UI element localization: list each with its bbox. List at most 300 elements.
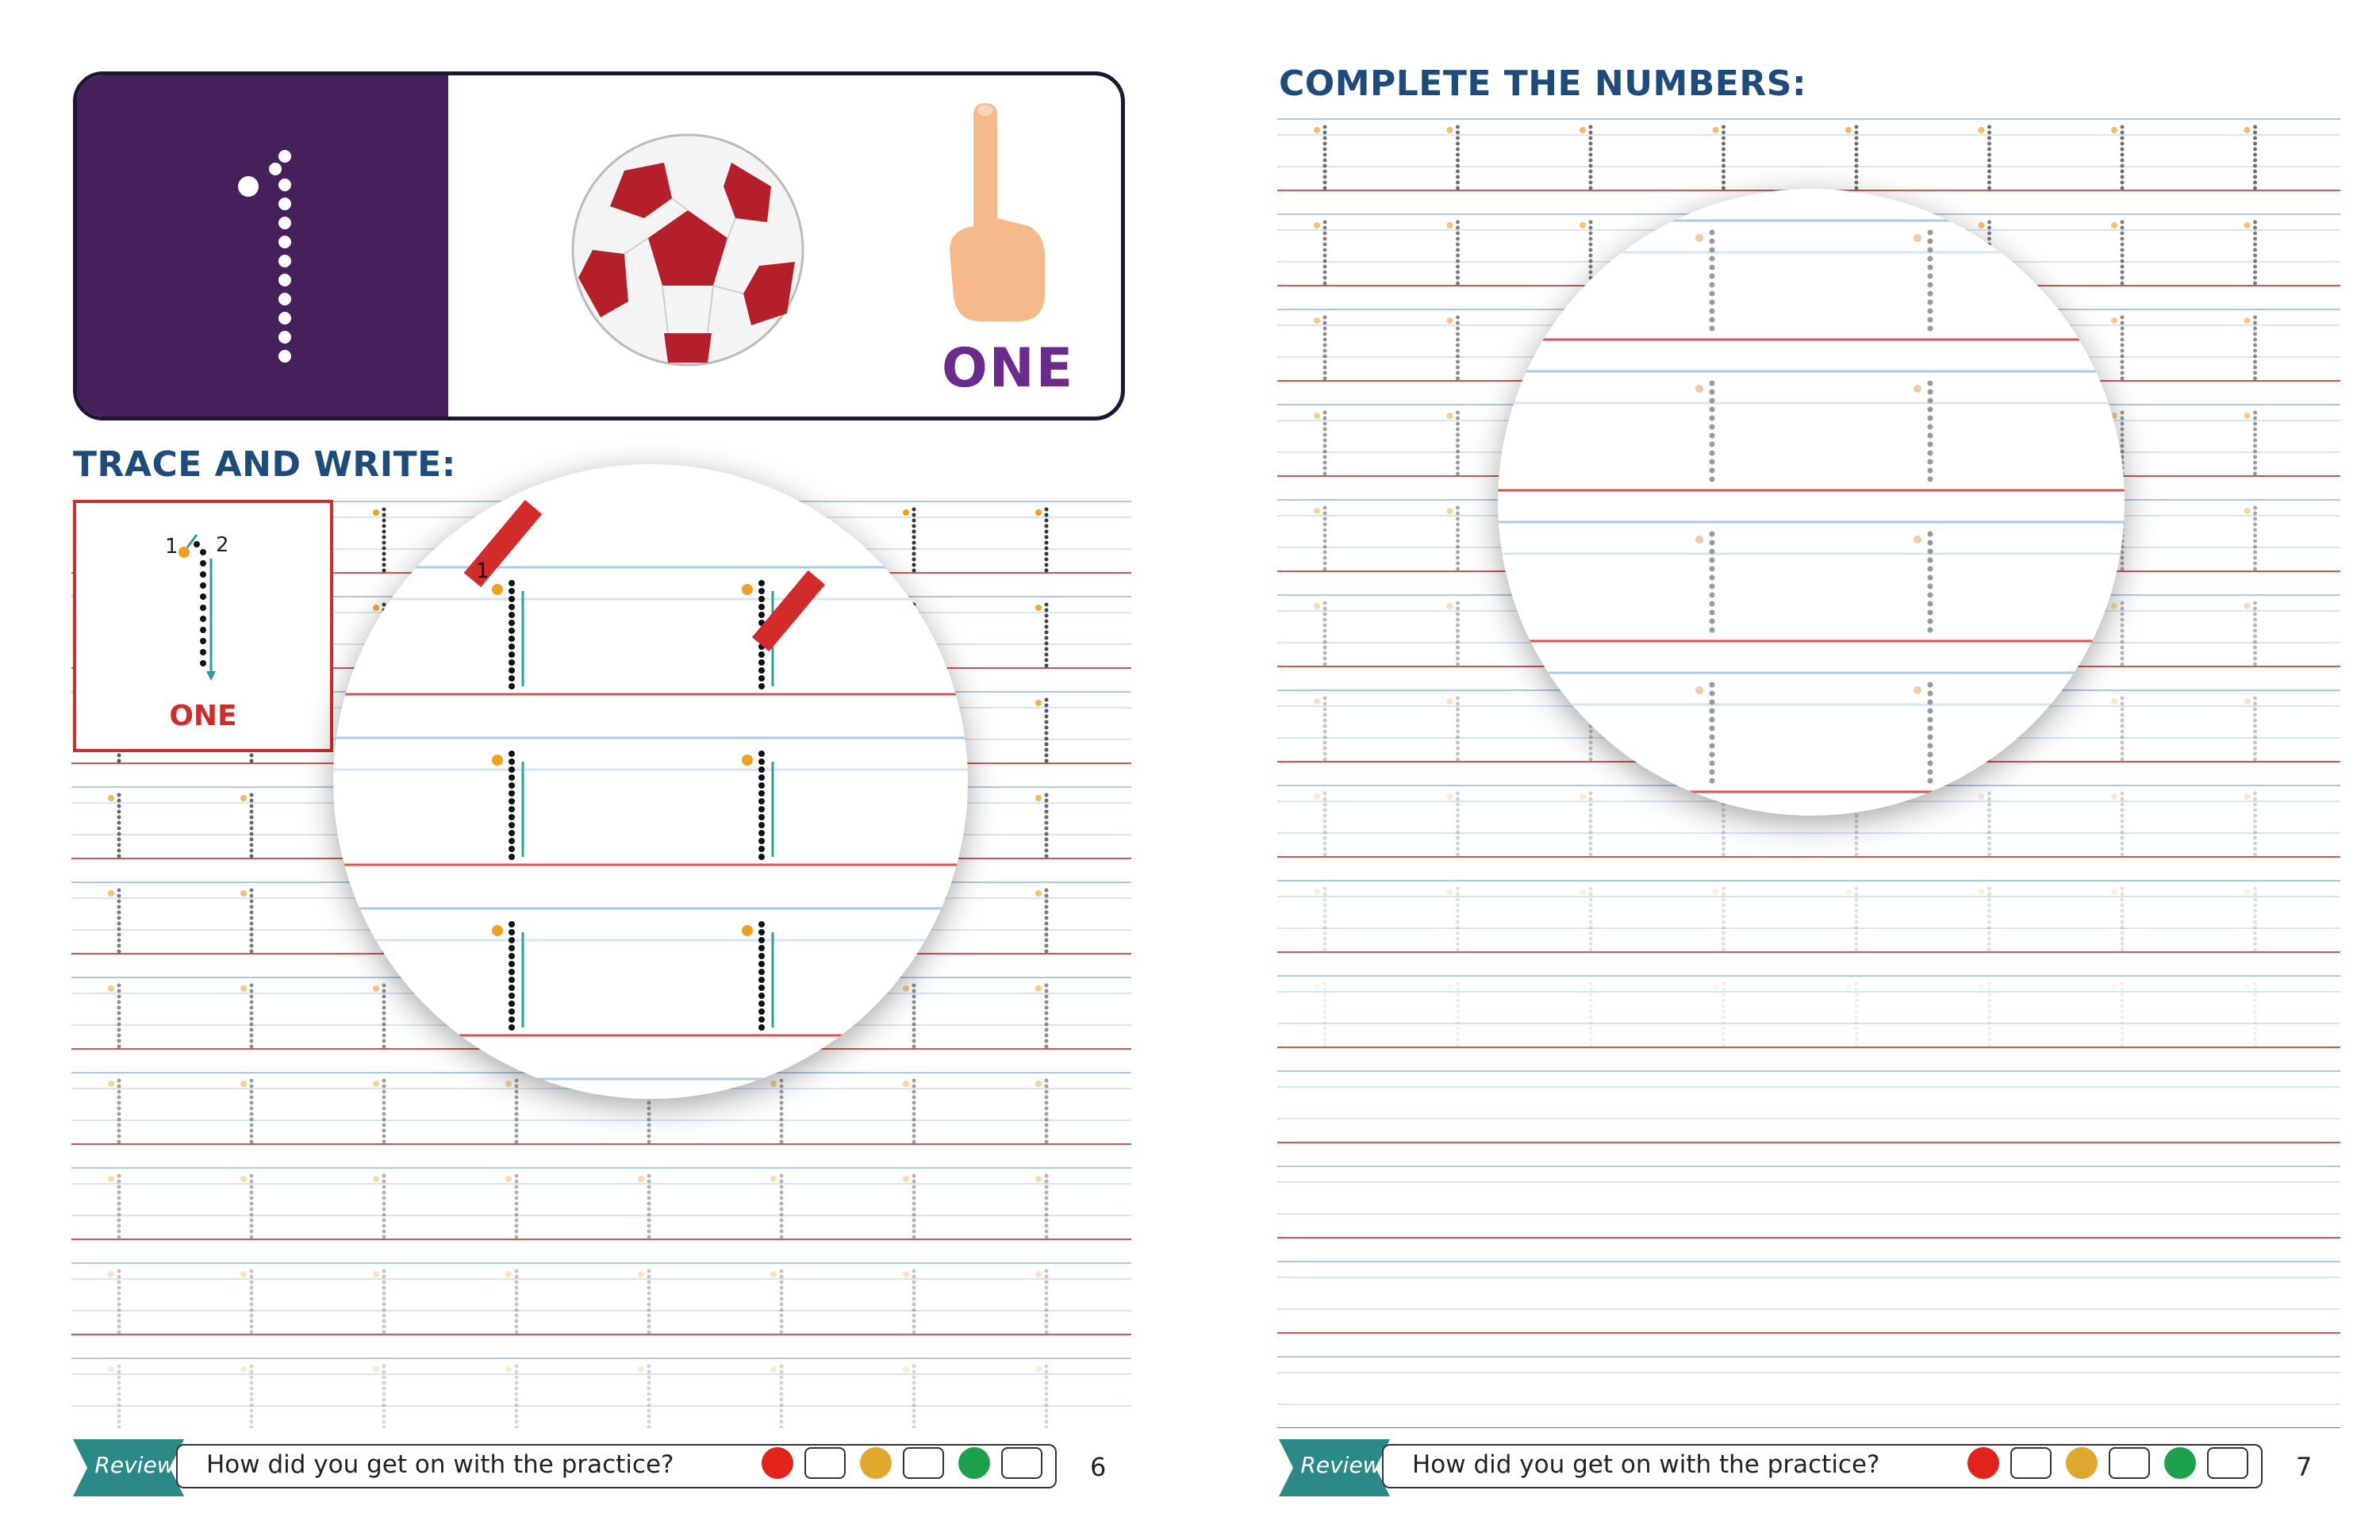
- mag-guide-dot: [1710, 407, 1715, 413]
- guide-dot: [780, 1219, 784, 1223]
- guide-dot: [1722, 181, 1726, 185]
- guide-dot: [2121, 344, 2125, 348]
- guide-dot: [1323, 697, 1327, 701]
- guide-dot: [2253, 428, 2257, 432]
- guide-dot: [1045, 1235, 1049, 1239]
- guide-dot: [2253, 697, 2257, 701]
- guide-dot: [117, 1039, 121, 1043]
- guide-dot: [912, 1370, 916, 1374]
- guide-dot: [250, 1079, 254, 1083]
- mag-guide-dot: [1928, 593, 1933, 598]
- guide-start-dot: [1035, 1081, 1042, 1087]
- guide-dot: [1323, 344, 1327, 348]
- guide-dot: [250, 759, 254, 763]
- guide-dot: [1456, 651, 1460, 655]
- guide-dot: [647, 1404, 651, 1408]
- guide-dot: [2253, 265, 2257, 269]
- guide-dot: [250, 854, 254, 858]
- guide-dot: [2253, 1021, 2257, 1025]
- guide-dot: [2121, 243, 2125, 247]
- mag-guide-dot: [509, 758, 515, 765]
- guide-dot: [1456, 988, 1460, 992]
- guide-dot: [647, 1331, 651, 1335]
- guide-dot: [2253, 276, 2257, 280]
- guide-dot: [1323, 797, 1327, 801]
- mag-guide-dot: [1928, 540, 1933, 546]
- mag-guide-dot: [758, 675, 765, 682]
- guide-dot: [1323, 635, 1327, 639]
- guide-dot: [1589, 148, 1593, 152]
- mag-guide-dot: [758, 659, 765, 666]
- guide-start-dot: [240, 1081, 247, 1087]
- guide-dot: [1323, 562, 1327, 566]
- mag-guide-dot: [1710, 433, 1715, 439]
- guide-dot: [1456, 170, 1460, 174]
- mag-guide-dot: [509, 993, 515, 999]
- guide-dot: [1323, 175, 1327, 179]
- guide-dot: [117, 1381, 121, 1385]
- guide-dot: [515, 1208, 519, 1212]
- guide-dot: [1589, 836, 1593, 840]
- guide-start-dot: [1979, 984, 1985, 990]
- mag-guide-dot: [758, 977, 765, 983]
- guide-dot: [1589, 265, 1593, 269]
- guide-dot: [1987, 232, 1991, 236]
- guide-dot: [1323, 1016, 1327, 1020]
- guide-dot: [2121, 136, 2125, 140]
- sad-rating-checkbox[interactable]: [2010, 1447, 2052, 1479]
- mag-guide-dot: [758, 758, 765, 765]
- mag-guide-dot: [1710, 743, 1715, 749]
- guide-dot: [2121, 450, 2125, 454]
- heading-colon: :: [441, 444, 456, 485]
- mag-guide-dot: [1710, 459, 1715, 465]
- guide-dot: [1045, 1404, 1049, 1408]
- guide-dot: [515, 1202, 519, 1206]
- guide-start-dot: [1035, 509, 1042, 516]
- guide-dot: [382, 989, 386, 993]
- guide-dot: [1323, 708, 1327, 712]
- guide-dot: [2121, 567, 2125, 571]
- mag-guide-dot: [1928, 239, 1933, 244]
- soccer-ball-icon: [569, 131, 807, 369]
- guide-dot: [1855, 159, 1859, 163]
- guide-dot: [250, 1219, 254, 1223]
- guide-dot: [1045, 625, 1049, 629]
- guide-dot: [1045, 1415, 1049, 1419]
- guide-dot: [1456, 607, 1460, 611]
- guide-dot: [1987, 803, 1991, 807]
- guide-dot: [1456, 259, 1460, 263]
- guide-dot: [1323, 943, 1327, 947]
- guide-dot: [912, 1101, 916, 1105]
- mag-guide-dot: [1928, 442, 1933, 447]
- guide-dot: [2253, 349, 2257, 353]
- guide-dot: [515, 1235, 519, 1239]
- guide-dot: [1589, 730, 1593, 734]
- guide-dot: [1456, 221, 1460, 225]
- guide-dot: [1045, 816, 1049, 820]
- guide-dot: [2253, 988, 2257, 992]
- guide-dot: [2253, 540, 2257, 543]
- guide-dot: [1855, 136, 1859, 140]
- mag-guide-dot: [758, 667, 765, 674]
- mag-guide-dot: [509, 620, 515, 626]
- mag-guide-dot: [509, 628, 515, 634]
- mag-guide-dot: [1928, 575, 1933, 581]
- guide-dot: [250, 1392, 254, 1396]
- guide-dot: [515, 1392, 519, 1396]
- guide-dot: [912, 1208, 916, 1212]
- guide-dot: [117, 1370, 121, 1374]
- guide-dot: [1456, 931, 1460, 935]
- mag-guide-dot: [758, 1016, 765, 1023]
- neutral-rating-checkbox[interactable]: [2109, 1447, 2150, 1479]
- guide-dot: [1722, 825, 1726, 829]
- guide-start-dot: [1035, 700, 1042, 706]
- guide-dot: [1323, 613, 1327, 616]
- guide-dot: [647, 1140, 651, 1144]
- happy-rating-checkbox[interactable]: [1001, 1447, 1042, 1479]
- guide-dot: [647, 1196, 651, 1200]
- guide-dot: [1589, 1032, 1593, 1036]
- guide-dot: [1589, 221, 1593, 225]
- guide-start-dot: [1314, 984, 1320, 990]
- guide-dot: [1456, 321, 1460, 325]
- guide-dot: [2121, 909, 2125, 913]
- guide-start-dot: [2244, 222, 2251, 229]
- happy-face-icon: [2164, 1447, 2196, 1479]
- guide-dot: [382, 530, 386, 534]
- guide-dot: [1323, 831, 1327, 835]
- guide-dot: [382, 1006, 386, 1010]
- mag-guide-dot: [1928, 584, 1933, 590]
- guide-dot: [1987, 820, 1991, 824]
- guide-dot: [1323, 148, 1327, 152]
- guide-dot: [2121, 1004, 2125, 1008]
- guide-dot: [1589, 988, 1593, 992]
- guide-start-dot: [638, 1366, 644, 1373]
- guide-dot: [117, 843, 121, 847]
- guide-dot: [2253, 1043, 2257, 1047]
- guide-dot: [117, 1387, 121, 1391]
- page-number: 7: [2296, 1452, 2313, 1482]
- guide-start-dot: [2111, 127, 2117, 133]
- mag-guide-dot: [1928, 248, 1933, 253]
- guide-dot: [1045, 1079, 1049, 1083]
- guide-dot: [2253, 735, 2257, 739]
- guide-dot: [1045, 530, 1049, 534]
- mag-guide-start-dot: [1914, 686, 1921, 694]
- guide-dot: [2253, 909, 2257, 913]
- guide-dot: [2253, 820, 2257, 824]
- guide-dot: [1323, 842, 1327, 846]
- guide-dot: [1045, 1370, 1049, 1374]
- guide-dot: [2253, 747, 2257, 751]
- guide-dot: [382, 1230, 386, 1234]
- guide-dot: [382, 1314, 386, 1318]
- guide-dot: [515, 1331, 519, 1335]
- guide-dot: [1456, 562, 1460, 566]
- guide-start-dot: [1314, 889, 1320, 895]
- guide-dot: [1045, 1314, 1049, 1318]
- guide-dot: [1045, 838, 1049, 842]
- guide-dot: [1855, 931, 1859, 935]
- guide-dot: [250, 793, 254, 797]
- guide-dot: [2121, 433, 2125, 437]
- guide-dot: [2121, 259, 2125, 263]
- guide-dot: [1722, 898, 1726, 902]
- guide-dot: [780, 1196, 784, 1200]
- guide-dot: [250, 1085, 254, 1089]
- sad-rating-checkbox[interactable]: [804, 1447, 846, 1479]
- guide-dot: [780, 1096, 784, 1100]
- guide-dot: [1323, 355, 1327, 359]
- guide-start-dot: [505, 1271, 512, 1277]
- guide-dot: [1456, 344, 1460, 348]
- guide-dot: [2121, 1010, 2125, 1014]
- mag-guide-dot: [758, 766, 765, 773]
- mag-guide-dot: [758, 651, 765, 658]
- guide-dot: [1589, 943, 1593, 947]
- guide-start-dot: [1580, 222, 1586, 229]
- guide-dot: [1323, 321, 1327, 325]
- guide-dot: [1045, 843, 1049, 847]
- guide-dot: [1456, 657, 1460, 661]
- guide-dot: [912, 1235, 916, 1239]
- guide-dot: [2253, 943, 2257, 947]
- guide-dot: [2253, 433, 2257, 437]
- guide-dot: [1045, 1420, 1049, 1424]
- guide-dot: [250, 1409, 254, 1413]
- guide-dot: [2253, 523, 2257, 527]
- guide-dot: [780, 1387, 784, 1391]
- guide-dot: [1722, 915, 1726, 919]
- guide-dot: [2121, 730, 2125, 734]
- guide-dot: [1855, 1010, 1859, 1014]
- guide-dot: [250, 799, 254, 803]
- guide-dot: [1323, 444, 1327, 448]
- guide-dot: [1045, 569, 1049, 573]
- guide-start-dot: [2111, 984, 2117, 990]
- guide-dot: [1456, 338, 1460, 342]
- mag-guide-dot: [758, 985, 765, 991]
- guide-dot: [250, 1420, 254, 1424]
- guide-dot: [912, 1140, 916, 1144]
- guide-dot: [780, 1331, 784, 1335]
- guide-dot: [1323, 338, 1327, 342]
- guide-dot: [912, 563, 916, 567]
- mag-guide-dot: [758, 1000, 765, 1007]
- guide-start-dot: [240, 1176, 247, 1182]
- guide-dot: [647, 1174, 651, 1178]
- guide-dot: [2121, 439, 2125, 443]
- guide-dot: [1045, 698, 1049, 702]
- mag-guide-dot: [1710, 274, 1715, 279]
- guide-start-dot: [903, 1271, 909, 1277]
- guide-dot: [1589, 825, 1593, 829]
- guide-dot: [1323, 1043, 1327, 1047]
- guide-dot: [1987, 1027, 1991, 1031]
- guide-dot: [382, 1140, 386, 1144]
- guide-dot: [117, 1208, 121, 1212]
- guide-dot: [117, 849, 121, 853]
- guide-dot: [515, 1370, 519, 1374]
- guide-dot: [1722, 999, 1726, 1003]
- guide-dot: [1855, 131, 1859, 135]
- guide-dot: [1456, 567, 1460, 571]
- mag-guide-dot: [758, 1008, 765, 1015]
- magnified-number-lines: [1498, 189, 2125, 816]
- guide-dot: [2253, 708, 2257, 712]
- guide-dot: [912, 1129, 916, 1133]
- mag-guide-dot: [1928, 549, 1933, 555]
- guide-dot: [1323, 735, 1327, 739]
- guide-dot: [382, 1180, 386, 1184]
- neutral-rating-checkbox[interactable]: [903, 1447, 944, 1479]
- guide-start-dot: [1314, 603, 1320, 609]
- happy-face-icon: [958, 1447, 990, 1479]
- guide-dot: [1456, 1021, 1460, 1025]
- guide-dot: [515, 1135, 519, 1139]
- guide-dot: [1045, 793, 1049, 797]
- guide-dot: [912, 1303, 916, 1307]
- guide-dot: [647, 1370, 651, 1374]
- guide-dot: [1987, 153, 1991, 157]
- guide-dot: [1456, 708, 1460, 712]
- guide-dot: [780, 1135, 784, 1139]
- guide-dot: [250, 1292, 254, 1296]
- guide-start-dot: [1035, 605, 1042, 611]
- guide-dot: [780, 1140, 784, 1144]
- guide-dot: [1855, 1038, 1859, 1042]
- guide-dot: [647, 1118, 651, 1122]
- guide-dot: [1323, 825, 1327, 829]
- guide-dot: [2121, 551, 2125, 555]
- happy-rating-checkbox[interactable]: [2207, 1447, 2248, 1479]
- guide-dot: [2253, 159, 2257, 163]
- guide-dot: [382, 1028, 386, 1032]
- guide-dot: [2253, 931, 2257, 935]
- guide-dot: [2253, 741, 2257, 745]
- guide-dot: [1987, 993, 1991, 997]
- guide-dot: [1323, 282, 1327, 286]
- guide-dot: [2253, 853, 2257, 857]
- guide-dot: [1323, 377, 1327, 381]
- guide-dot: [1456, 316, 1460, 320]
- guide-dot: [2121, 226, 2125, 230]
- guide-dot: [2253, 534, 2257, 538]
- guide-dot: [2253, 1032, 2257, 1036]
- guide-start-dot: [505, 1366, 512, 1373]
- guide-dot: [1589, 1004, 1593, 1008]
- guide-dot: [1323, 713, 1327, 717]
- guide-dot: [1323, 461, 1327, 465]
- guide-dot: [1323, 417, 1327, 421]
- guide-dot: [1045, 805, 1049, 808]
- guide-dot: [1855, 898, 1859, 902]
- guide-start-dot: [1447, 222, 1453, 229]
- guide-dot: [912, 1112, 916, 1116]
- guide-dot: [1456, 993, 1460, 997]
- guide-dot: [1855, 175, 1859, 179]
- guide-dot: [1589, 125, 1593, 129]
- guide-dot: [1456, 355, 1460, 359]
- guide-start-dot: [1447, 127, 1453, 133]
- guide-dot: [382, 524, 386, 528]
- guide-dot: [1589, 948, 1593, 952]
- mag-guide-dot: [1928, 726, 1933, 732]
- guide-dot: [1855, 170, 1859, 174]
- guide-dot: [1722, 847, 1726, 851]
- guide-start-dot: [1035, 1176, 1042, 1182]
- guide-dot: [515, 1079, 519, 1083]
- guide-dot: [647, 1325, 651, 1329]
- guide-dot: [1045, 827, 1049, 831]
- guide-dot: [1045, 1331, 1049, 1335]
- guide-dot: [515, 1376, 519, 1380]
- guide-dot: [912, 1292, 916, 1296]
- guide-dot: [1722, 125, 1726, 129]
- guide-dot: [1589, 926, 1593, 930]
- guide-start-dot: [1580, 127, 1586, 133]
- guide-dot: [912, 530, 916, 534]
- guide-dot: [117, 1034, 121, 1038]
- guide-dot: [382, 1135, 386, 1139]
- guide-dot: [1722, 808, 1726, 812]
- guide-start-dot: [108, 795, 114, 801]
- guide-dot: [1456, 142, 1460, 146]
- guide-dot: [250, 944, 254, 948]
- guide-dot: [912, 1325, 916, 1329]
- guide-dot: [1045, 536, 1049, 540]
- mag-guide-dot: [509, 667, 515, 674]
- guide-dot: [1987, 159, 1991, 163]
- guide-dot: [1855, 926, 1859, 930]
- guide-dot: [1323, 422, 1327, 426]
- guide-dot: [250, 1034, 254, 1038]
- guide-dot: [382, 1101, 386, 1105]
- guide-dot: [382, 552, 386, 556]
- guide-dot: [1456, 349, 1460, 353]
- guide-dot: [2253, 887, 2257, 891]
- guide-dot: [780, 1404, 784, 1408]
- guide-dot: [1045, 1180, 1049, 1184]
- guide-dot: [912, 1420, 916, 1424]
- guide-dot: [1456, 360, 1460, 364]
- guide-dot: [515, 1185, 519, 1189]
- guide-dot: [250, 905, 254, 909]
- guide-dot: [1456, 1032, 1460, 1036]
- guide-start-dot: [505, 1176, 512, 1182]
- guide-dot: [1323, 540, 1327, 543]
- mag-guide-dot: [758, 969, 765, 975]
- right-magnifier-circle: [1498, 189, 2125, 816]
- guide-dot: [1323, 276, 1327, 280]
- guide-dot: [2121, 747, 2125, 751]
- guide-dot: [1045, 1219, 1049, 1223]
- mag-guide-dot: [1710, 778, 1715, 784]
- guide-dot: [1589, 735, 1593, 739]
- guide-dot: [1045, 1292, 1049, 1296]
- guide-dot: [1045, 726, 1049, 730]
- guide-dot: [1045, 748, 1049, 752]
- guide-dot: [1456, 450, 1460, 454]
- guide-dot: [2253, 926, 2257, 930]
- guide-dot: [2121, 1016, 2125, 1020]
- guide-dot: [117, 1331, 121, 1335]
- guide-dot: [1323, 792, 1327, 796]
